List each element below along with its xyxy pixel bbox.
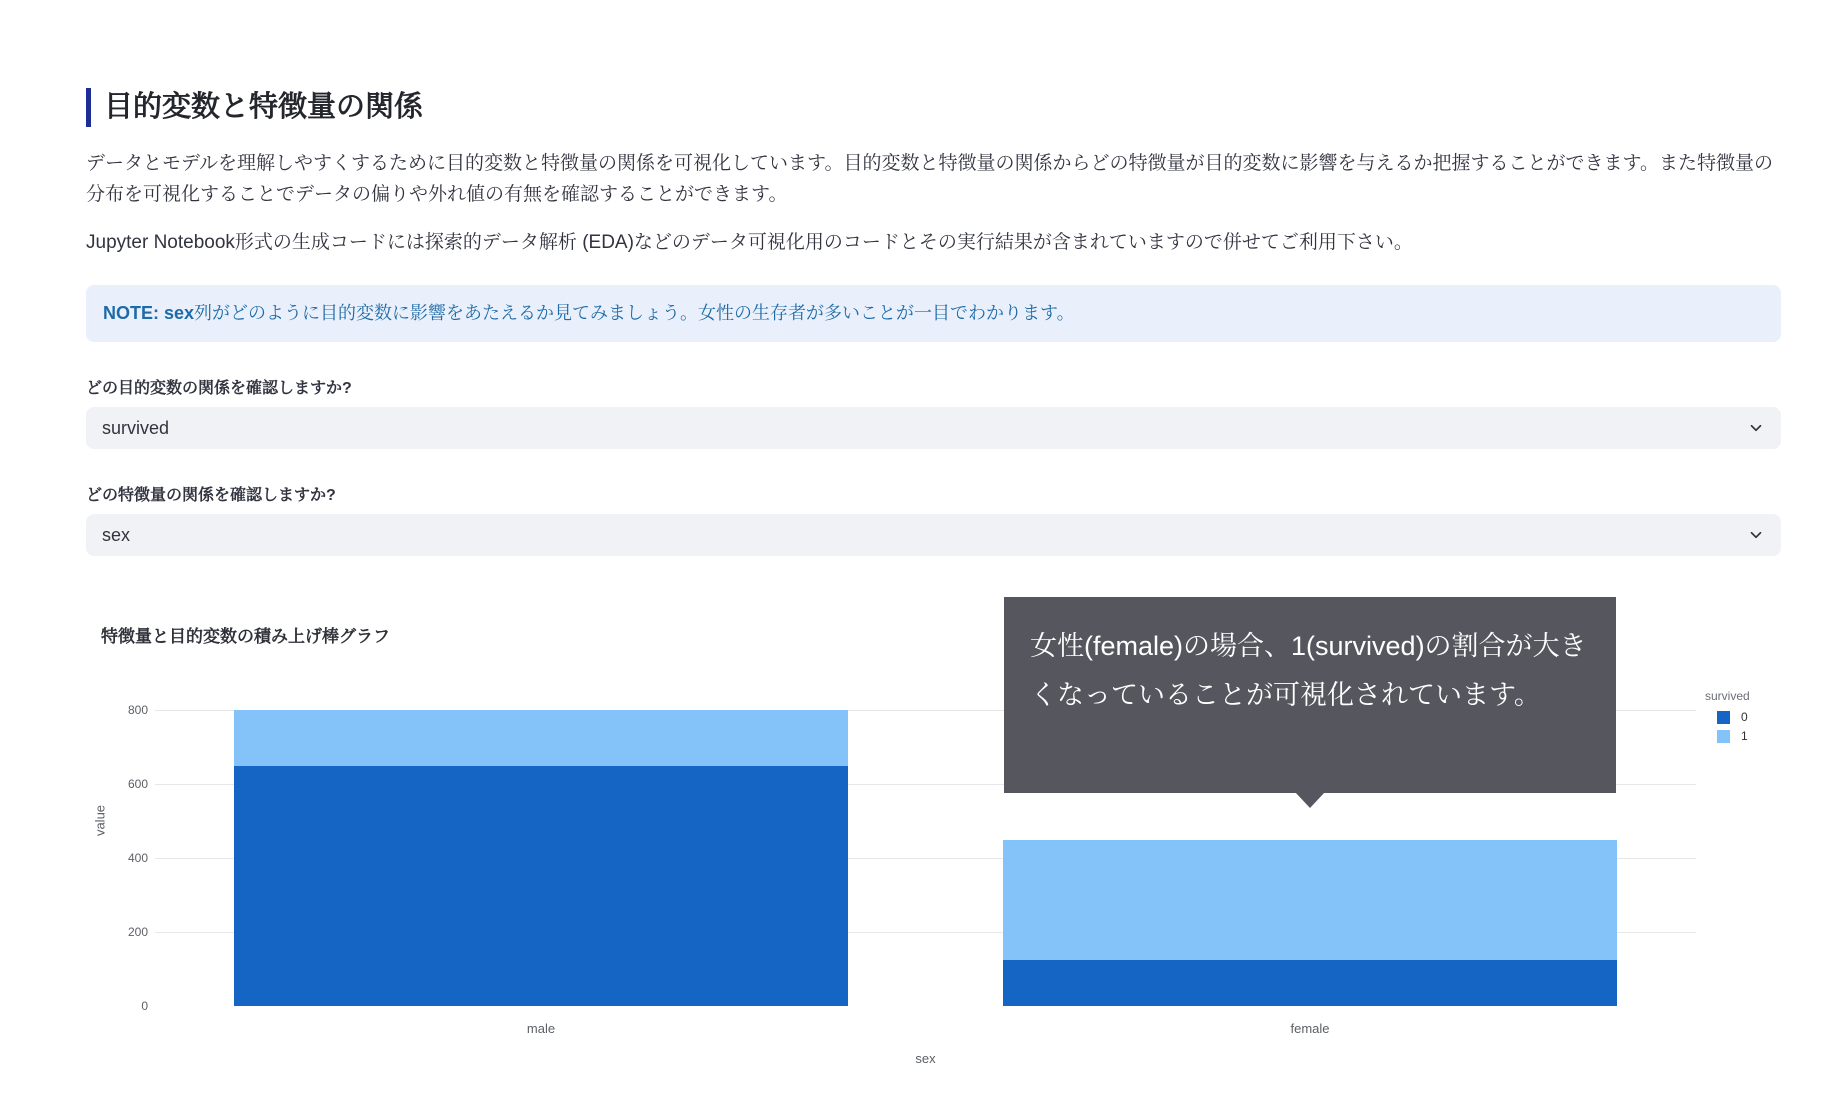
- tooltip-arrow: [1295, 792, 1325, 808]
- bar-segment-male-1[interactable]: [234, 710, 848, 766]
- intro-paragraph-1: データとモデルを理解しやすくするために目的変数と特徴量の関係を可視化しています。目的変数と特徴量の関係からどの特徴量が目的変数に影響を与えるか把握することができます。また特徴量の分布を可視化することでデータの偏りや外れ値の有無を確認することができます。: [86, 153, 1774, 206]
- chevron-down-icon: [1747, 526, 1765, 544]
- feature-variable-label: どの特徴量の関係を確認しますか?: [86, 487, 336, 505]
- legend-item-0[interactable]: [1717, 710, 1750, 724]
- legend-swatch-icon: [1717, 711, 1730, 724]
- y-tick-label: 0: [141, 999, 148, 1014]
- y-tick-label: 200: [127, 925, 148, 940]
- x-axis-title: sex: [915, 1051, 936, 1067]
- y-tick-label: 600: [127, 777, 148, 792]
- x-category-label: male: [526, 1021, 556, 1037]
- page-title: 目的変数と特徴量の関係: [86, 88, 1781, 127]
- intro-paragraph-2: Jupyter Notebook形式の生成コードには探索的データ解析 (EDA)などのデータ可視化用のコードとその実行結果が含まれていますので併せてご利用下さい。: [86, 232, 1413, 254]
- note-prefix: NOTE: sex: [103, 303, 195, 324]
- target-variable-label: どの目的変数の関係を確認しますか?: [86, 380, 352, 398]
- legend-item-label: 0: [1741, 710, 1748, 725]
- feature-variable-value: sex: [102, 524, 131, 545]
- target-variable-value: survived: [102, 417, 170, 438]
- legend-title: survived: [1705, 689, 1750, 704]
- chevron-down-icon: [1747, 419, 1765, 437]
- bar-segment-female-1[interactable]: [1003, 840, 1617, 960]
- chart-legend: [1705, 689, 1750, 748]
- note-body: 列がどのように目的変数に影響をあたえるか見てみましょう。女性の生存者が多いことが一目でわかります。: [194, 303, 1075, 324]
- y-axis-title: value: [92, 805, 108, 837]
- chart-annotation-tooltip: 女性(female)の場合、1(survived)の割合が大きくなっていることが可視化されています。: [1004, 597, 1616, 793]
- bar-segment-male-0[interactable]: [234, 766, 848, 1007]
- main-content: [86, 88, 1781, 1100]
- bar-segment-female-0[interactable]: [1003, 960, 1617, 1006]
- y-tick-label: 400: [127, 851, 148, 866]
- x-category-label: female: [1290, 1021, 1330, 1037]
- target-variable-select[interactable]: [86, 407, 1781, 449]
- feature-variable-select[interactable]: [86, 514, 1781, 556]
- y-tick-label: 800: [127, 703, 148, 718]
- legend-item-1[interactable]: [1717, 729, 1750, 743]
- legend-swatch-icon: [1717, 730, 1730, 743]
- chart-title: 特徴量と目的変数の積み上げ棒グラフ: [101, 627, 390, 647]
- note-info-box: [86, 285, 1781, 342]
- legend-item-label: 1: [1741, 729, 1748, 744]
